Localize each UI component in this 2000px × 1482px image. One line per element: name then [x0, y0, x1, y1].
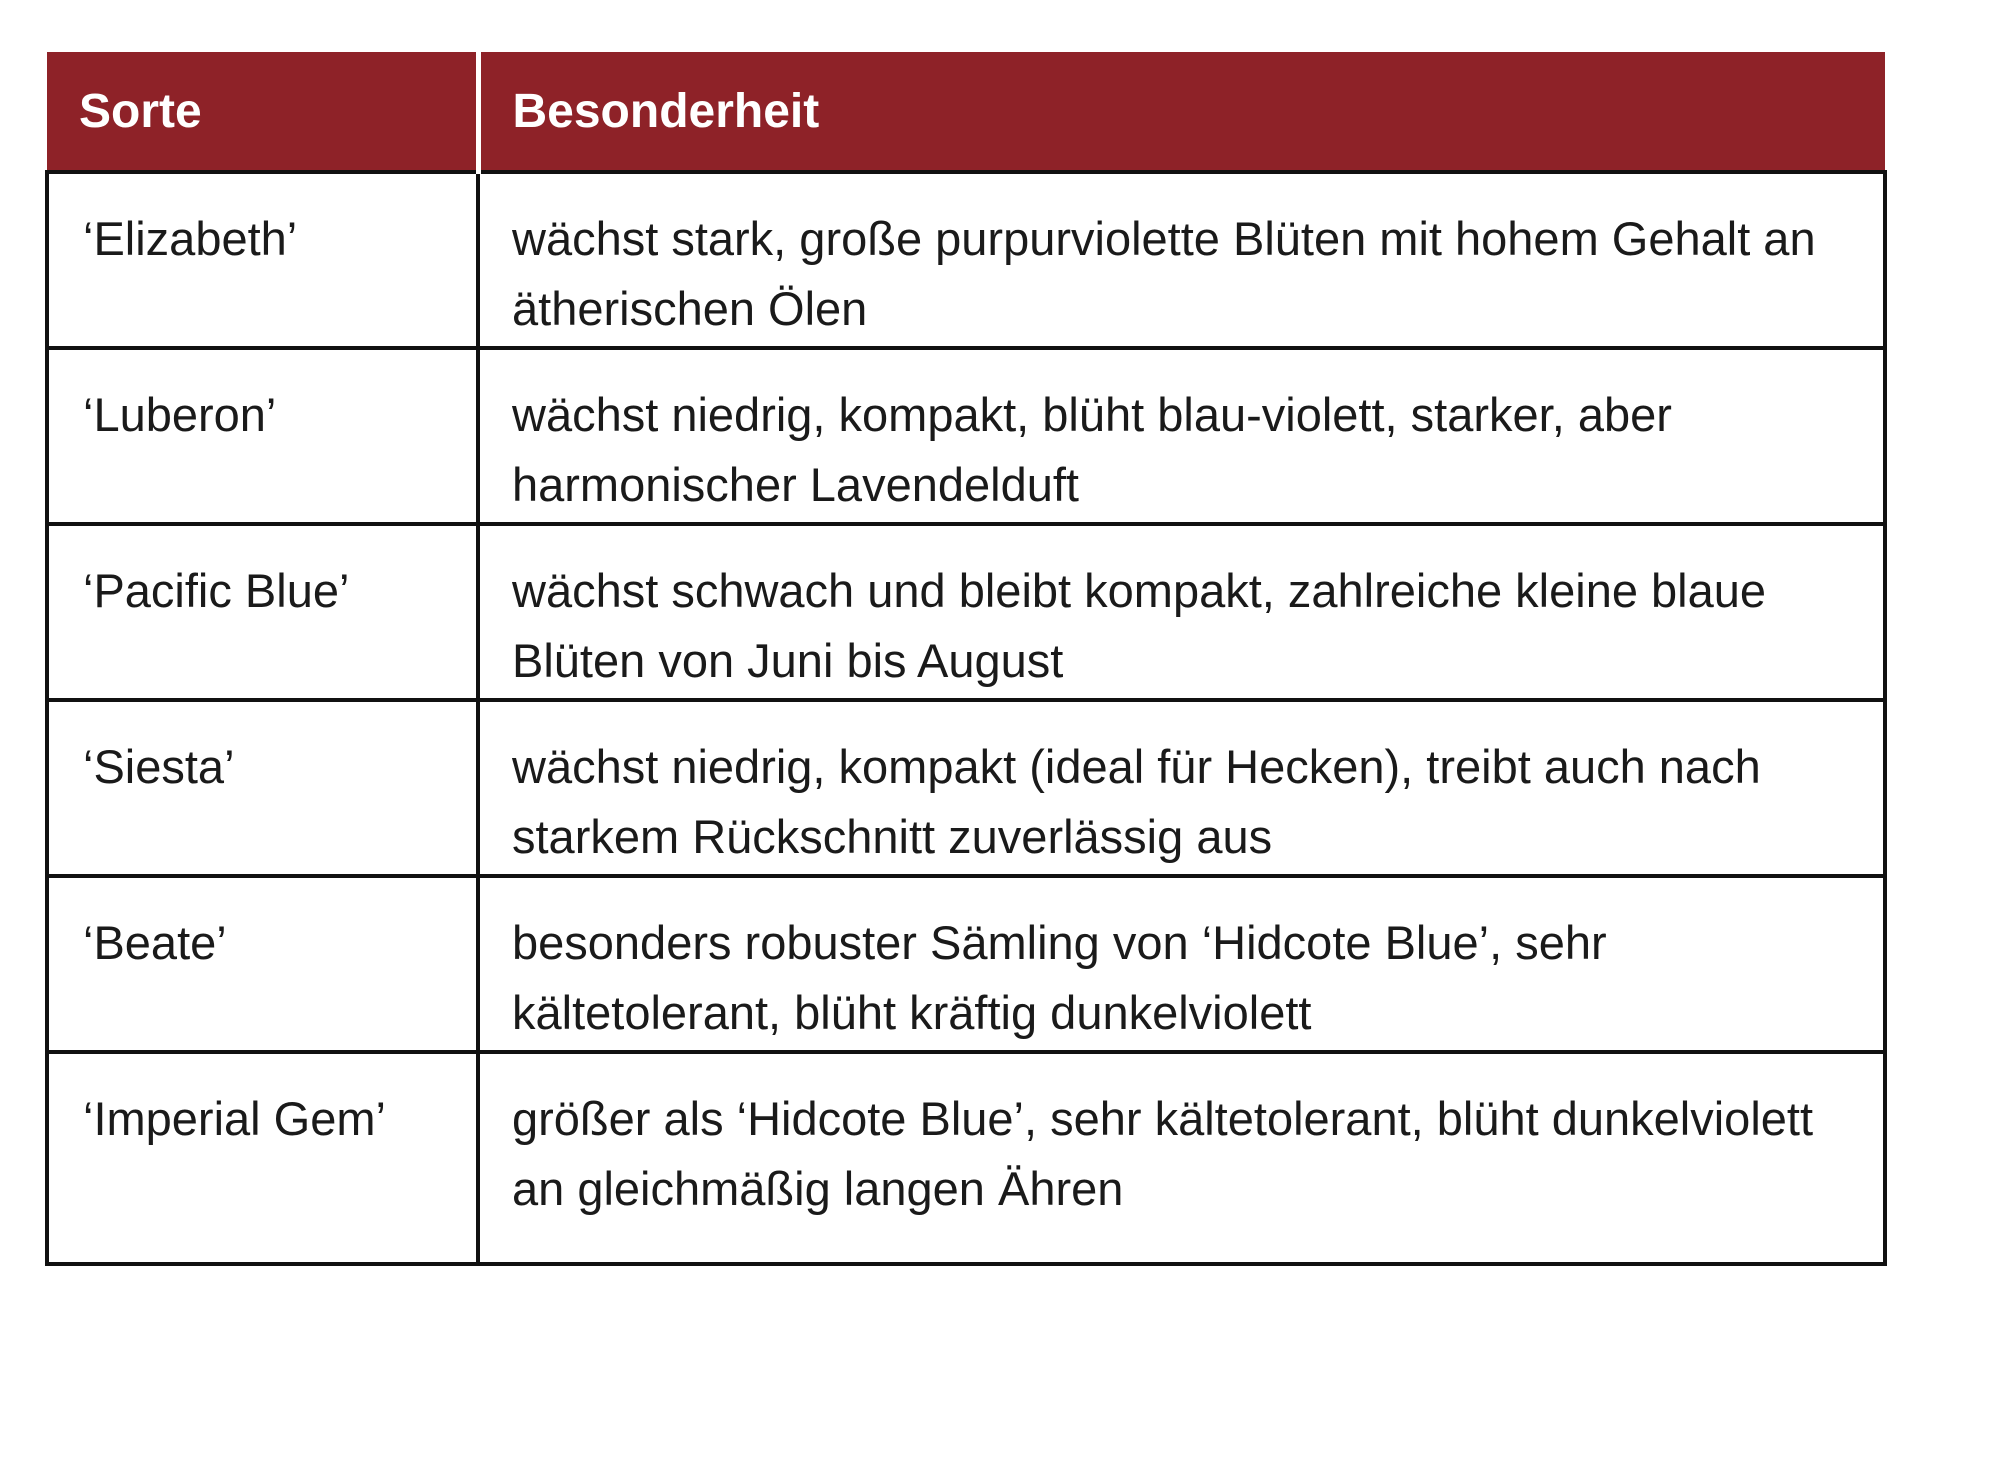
- cell-besonderheit: größer als ‘Hidcote Blue’, sehr kältetolerant, blüht dunkelviolett an gleichmäßig langen Ähren: [478, 1052, 1885, 1264]
- table-row: [47, 524, 1885, 700]
- cell-besonderheit: besonders robuster Sämling von ‘Hidcote Blue’, sehr kältetolerant, blüht kräftig dunkelviolett: [478, 876, 1885, 1052]
- cell-sorte: ‘Siesta’: [47, 700, 478, 876]
- table-row: [47, 348, 1885, 524]
- cell-besonderheit: wächst niedrig, kompakt (ideal für Hecken), treibt auch nach starkem Rückschnitt zuverlässig aus: [478, 700, 1885, 876]
- header-row: [47, 52, 1885, 172]
- cell-sorte: ‘Luberon’: [47, 348, 478, 524]
- header-besonderheit: Besonderheit: [478, 52, 1885, 172]
- table-body: [47, 172, 1885, 1264]
- cell-sorte: ‘Imperial Gem’: [47, 1052, 478, 1264]
- cell-sorte: ‘Pacific Blue’: [47, 524, 478, 700]
- cell-sorte: ‘Beate’: [47, 876, 478, 1052]
- table-row: [47, 876, 1885, 1052]
- lavender-varieties-table-container: [45, 52, 1883, 1266]
- header-sorte: Sorte: [47, 52, 478, 172]
- table-row: [47, 172, 1885, 348]
- cell-besonderheit: wächst schwach und bleibt kompakt, zahlreiche kleine blaue Blüten von Juni bis August: [478, 524, 1885, 700]
- cell-sorte: ‘Elizabeth’: [47, 172, 478, 348]
- cell-besonderheit: wächst niedrig, kompakt, blüht blau-violett, starker, aber harmonischer Lavendelduft: [478, 348, 1885, 524]
- cell-besonderheit: wächst stark, große purpurviolette Blüten mit hohem Gehalt an ätherischen Ölen: [478, 172, 1885, 348]
- table-row: [47, 1052, 1885, 1264]
- table-row: [47, 700, 1885, 876]
- lavender-varieties-table: [45, 52, 1887, 1266]
- table-header: [47, 52, 1885, 172]
